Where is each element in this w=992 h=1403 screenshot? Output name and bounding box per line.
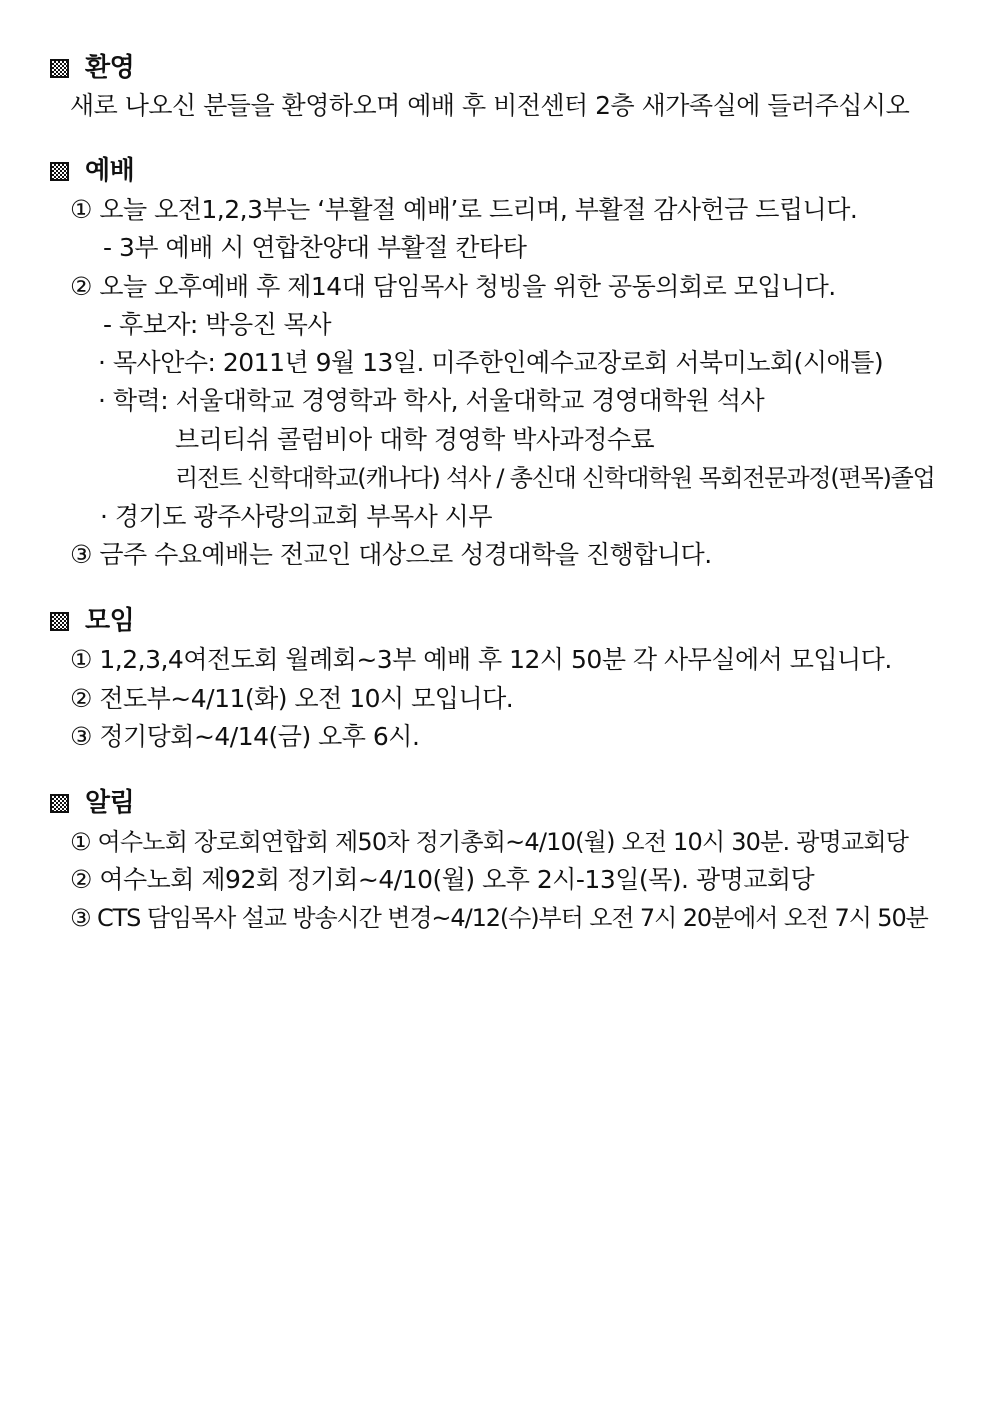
list-item: ② 여수노회 제92회 정기회~4/10(월) 오후 2시-13일(목). 광명교회당 <box>70 865 815 894</box>
list-subitem-continuation: 리전트 신학대학교(캐나다) 석사 / 총신대 신학대학원 목회전문과정(편목)졸업 <box>175 464 935 492</box>
section-heading-worship <box>50 155 134 187</box>
list-subitem-continuation: 브리티쉬 콜럼비아 대학 경영학 박사과정수료 <box>175 425 655 454</box>
list-item: ① 1,2,3,4여전도회 월례회~3부 예배 후 12시 50분 각 사무실에서 모입니다. <box>70 645 892 674</box>
square-bullet-icon <box>50 162 69 181</box>
list-item: ③ CTS 담임목사 설교 방송시간 변경~4/12(수)부터 오전 7시 20분에서 오전 7시 50분 <box>70 904 928 932</box>
list-item: ① 오늘 오전1,2,3부는 ‘부활절 예배’로 드리며, 부활절 감사헌금 드립니다. <box>70 195 858 224</box>
list-subitem: - 3부 예배 시 연합찬양대 부활절 칸타타 <box>103 233 527 262</box>
list-item: ② 오늘 오후예배 후 제14대 담임목사 청빙을 위한 공동의회로 모입니다. <box>70 272 836 301</box>
list-subitem: · 목사안수: 2011년 9월 13일. 미주한인예수교장로회 서북미노회(시애틀) <box>98 348 884 377</box>
list-item: ③ 금주 수요예배는 전교인 대상으로 성경대학을 진행합니다. <box>70 540 712 569</box>
list-item: ① 여수노회 장로회연합회 제50차 정기총회~4/10(월) 오전 10시 30분. 광명교회당 <box>70 828 909 856</box>
list-item: ③ 정기당회~4/14(금) 오후 6시. <box>70 722 420 751</box>
list-subitem: · 경기도 광주사랑의교회 부목사 시무 <box>100 502 492 531</box>
text-line: 새로 나오신 분들을 환영하오며 예배 후 비전센터 2층 새가족실에 들러주십시오 <box>70 91 910 120</box>
section-title: 모임 <box>85 606 135 636</box>
square-bullet-icon <box>50 59 69 78</box>
section-title: 알림 <box>85 788 135 818</box>
section-title: 예배 <box>85 156 135 186</box>
section-heading-meetings <box>50 605 134 637</box>
section-heading-welcome <box>50 52 134 84</box>
section-heading-notices <box>50 787 134 819</box>
list-subitem: · 학력: 서울대학교 경영학과 학사, 서울대학교 경영대학원 석사 <box>98 386 765 415</box>
list-subitem: - 후보자: 박응진 목사 <box>103 310 331 339</box>
square-bullet-icon <box>50 794 69 813</box>
list-item: ② 전도부~4/11(화) 오전 10시 모입니다. <box>70 684 514 713</box>
section-title: 환영 <box>85 53 135 83</box>
square-bullet-icon <box>50 612 69 631</box>
